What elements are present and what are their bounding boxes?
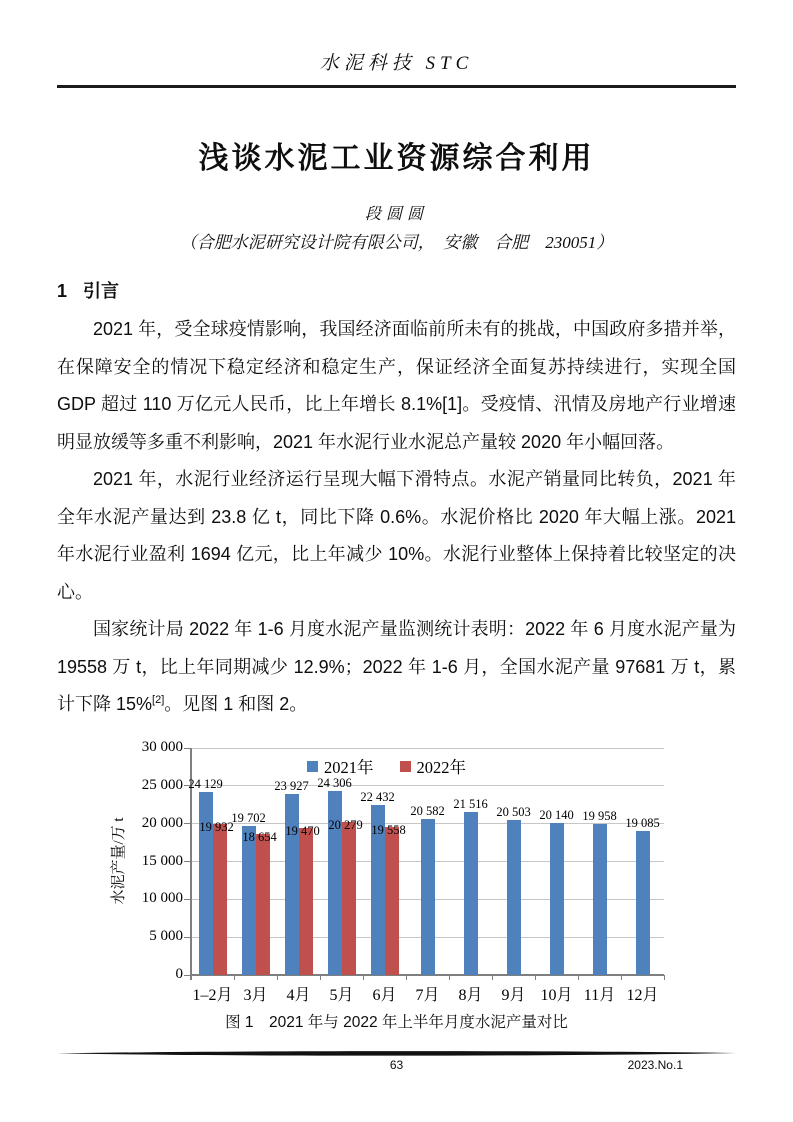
bar-2021年-8月 <box>464 812 478 975</box>
data-label-2021年-1–2月: 24 129 <box>188 777 223 792</box>
bar-2021年-12月 <box>636 831 650 975</box>
paragraph-3-tail: 。见图 1 和图 2。 <box>164 694 308 714</box>
article-title: 浅谈水泥工业资源综合利用 <box>198 142 595 175</box>
data-label-2021年-5月: 24 306 <box>317 776 352 791</box>
journal-header: 水泥科技 STC <box>319 53 474 74</box>
data-label-2022年-5月: 20 279 <box>328 817 363 832</box>
x-axis-label: 11月 <box>583 987 616 1004</box>
data-label-2022年-1–2月: 19 932 <box>199 820 234 835</box>
legend-label: 2022年 <box>416 758 466 777</box>
y-tick-label: 25 000 <box>141 776 183 793</box>
bar-2021年-11月 <box>593 824 607 975</box>
x-tick-mark <box>320 975 321 980</box>
header-rule <box>57 85 736 88</box>
x-axis-label: 3月 <box>243 987 268 1004</box>
paragraph-3-text: 国家统计局 2022 年 1-6 月度水泥产量监测统计表明：2022 年 6 月度水泥产量为 19558 万 t，比上年同期减少 12.9%；2022 年 1-6 月，全国水泥产量 97681 万 t，累计下降 15% <box>57 619 736 714</box>
x-axis-label: 1–2月 <box>192 987 233 1004</box>
bar-2022年-1–2月 <box>213 824 227 975</box>
figure-1-caption: 图 1 2021 年与 2022 年上半年月度水泥产量对比 <box>225 1014 568 1031</box>
data-label-2021年-11月: 19 958 <box>582 808 617 823</box>
footer-rule <box>57 1050 736 1057</box>
x-tick-mark <box>191 975 192 980</box>
data-label-2021年-9月: 20 503 <box>496 804 531 819</box>
data-label-2021年-6月: 22 432 <box>360 790 395 805</box>
bar-2021年-3月 <box>242 826 256 975</box>
bar-2022年-5月 <box>342 822 356 975</box>
paragraph-1: 2021 年，受全球疫情影响，我国经济面临前所未有的挑战，中国政府多措并举，在保障安全的情况下稳定经济和稳定生产，保证经济全面复苏持续进行，实现全国 GDP 超过 110 万亿元人民币，比上年增长 8.1%[1]。受疫情、汛情及房地产行业增速明显放缓等多重不利影响，2021 年水泥行业水泥总产量较 2020 年小幅回落。 <box>57 319 736 452</box>
bar-2022年-4月 <box>299 828 313 975</box>
x-axis-label: 12月 <box>626 987 659 1004</box>
data-label-2021年-3月: 19 702 <box>231 810 266 825</box>
bar-2021年-10月 <box>550 823 564 975</box>
chart-legend <box>110 754 663 778</box>
y-tick-label: 30 000 <box>141 739 183 755</box>
bar-2022年-3月 <box>256 834 270 975</box>
data-label-2022年-3月: 18 654 <box>242 829 277 844</box>
x-axis-label: 7月 <box>415 987 440 1004</box>
bar-2022年-6月 <box>385 827 399 975</box>
bar-2021年-7月 <box>421 819 435 975</box>
data-label-2021年-7月: 20 582 <box>410 804 445 819</box>
legend-item <box>307 754 374 778</box>
x-tick-mark <box>277 975 278 980</box>
x-tick-mark <box>449 975 450 980</box>
x-tick-mark <box>664 975 665 980</box>
x-axis-label: 6月 <box>372 987 397 1004</box>
legend-swatch-icon <box>307 761 318 772</box>
x-tick-mark <box>406 975 407 980</box>
issue-number: 2023.No.1 <box>627 1058 683 1072</box>
y-axis-title: 水泥产量/万 t <box>111 817 127 905</box>
y-tick-label: 0 <box>175 966 183 982</box>
x-tick-mark <box>621 975 622 980</box>
data-label-2021年-4月: 23 927 <box>274 778 309 793</box>
x-tick-mark <box>492 975 493 980</box>
data-label-2022年-6月: 19 558 <box>371 823 406 837</box>
x-axis-label: 10月 <box>540 987 573 1004</box>
y-tick-label: 10 000 <box>141 890 183 907</box>
x-tick-mark <box>578 975 579 980</box>
x-axis-label: 8月 <box>458 987 483 1004</box>
section-title: 引言 <box>83 281 120 301</box>
data-label-2022年-4月: 19 470 <box>285 823 320 838</box>
figure-1-bar-chart <box>111 739 664 1004</box>
author-name: 段圆圆 <box>364 206 428 223</box>
x-tick-mark <box>535 975 536 980</box>
legend-label: 2021年 <box>324 758 374 777</box>
section-number: 1 <box>57 281 68 301</box>
section-heading <box>57 277 736 303</box>
legend-swatch-icon <box>400 761 411 772</box>
paragraph-2: 2021 年，水泥行业经济运行呈现大幅下滑特点。水泥产销量同比转负，2021 年全年水泥产量达到 23.8 亿 t，同比下降 0.6%。水泥价格比 2020 年大幅上涨。2021 年水泥行业盈利 1694 亿元，比上年减少 10%。水泥行业整体上保持着比较坚定的决心。 <box>57 469 736 602</box>
data-label-2021年-8月: 21 516 <box>453 797 488 812</box>
bar-2021年-9月 <box>507 820 521 975</box>
x-tick-mark <box>363 975 364 980</box>
legend-item <box>400 754 467 778</box>
x-axis-label: 9月 <box>501 987 526 1004</box>
gridline <box>191 748 664 749</box>
x-axis-label: 5月 <box>329 987 354 1004</box>
paragraph-3 <box>57 611 736 724</box>
bar-2021年-4月 <box>285 794 299 975</box>
y-tick-label: 20 000 <box>141 814 183 831</box>
data-label-2021年-12月: 19 085 <box>625 815 660 830</box>
author-affiliation: （合肥水泥研究设计院有限公司， 安徽 合肥 230051） <box>179 233 614 252</box>
y-tick-label: 5 000 <box>149 928 183 945</box>
x-axis-label: 4月 <box>286 987 311 1004</box>
x-tick-mark <box>234 975 235 980</box>
y-tick-label: 15 000 <box>141 852 183 869</box>
data-label-2021年-10月: 20 140 <box>539 807 574 822</box>
page-number: 63 <box>389 1058 404 1072</box>
citation-superscript: [2] <box>152 694 165 706</box>
